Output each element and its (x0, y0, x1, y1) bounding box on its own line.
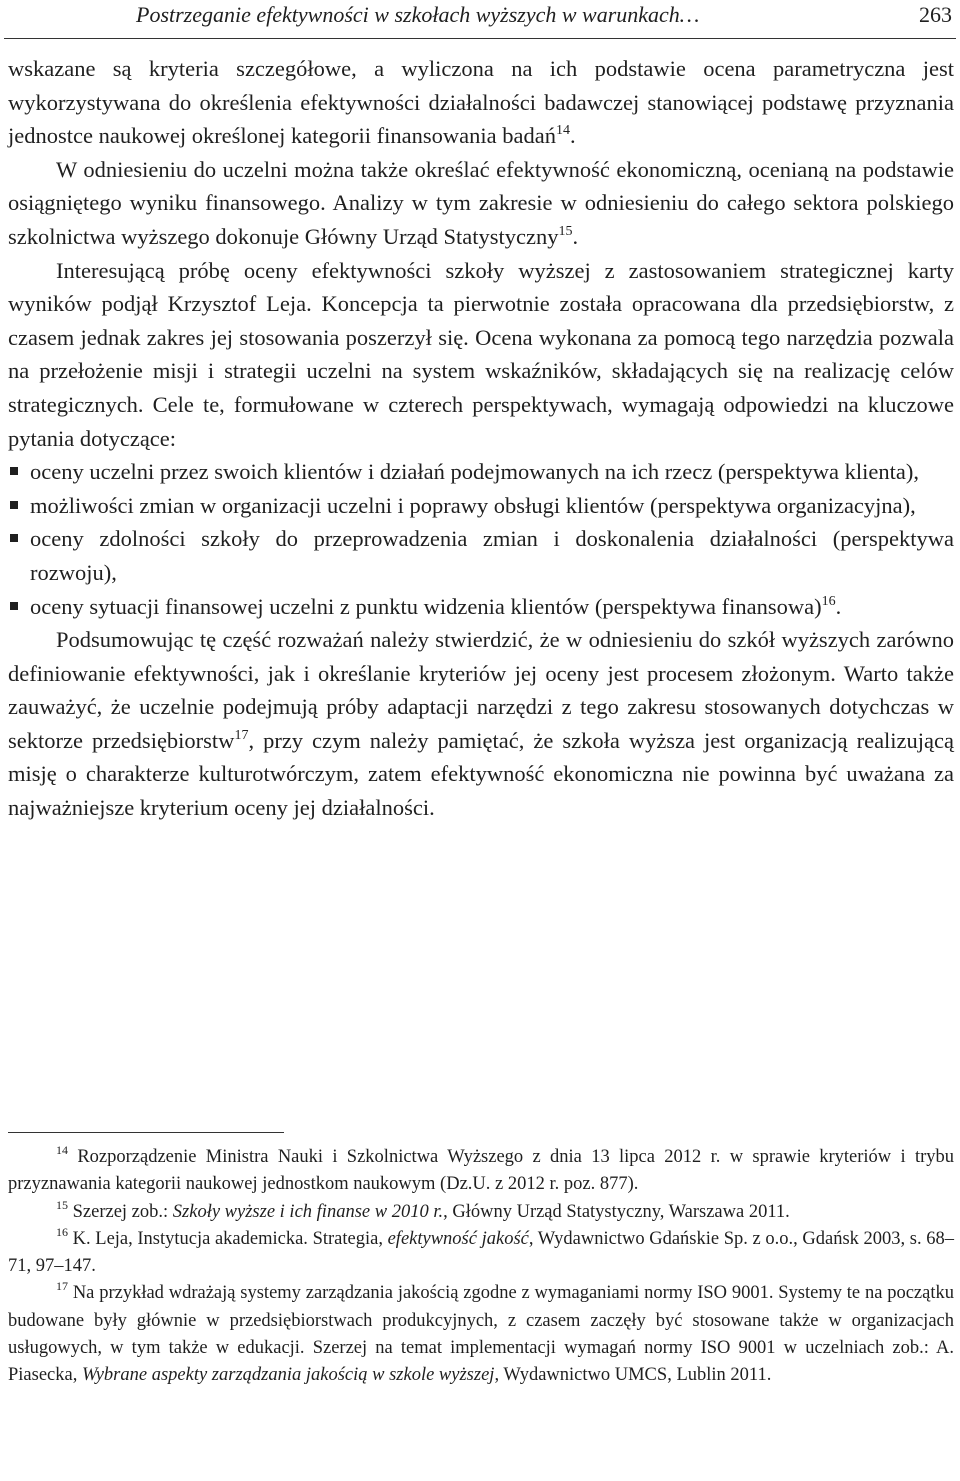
footnote-ref-14[interactable]: 14 (555, 123, 570, 139)
page-number: 263 (919, 2, 952, 27)
list-item: oceny sytuacji finansowej uczelni z punktu widzenia klientów (perspektywa finansowa)$^{16}$. (8, 590, 954, 624)
footnote-ref-16[interactable]: 16 (821, 593, 836, 609)
paragraph-3: Interesującą próbę oceny efektywności szkoły wyższej z zastosowaniem strategicznej karty wyników podjął Krzysztof Leja. Koncepcja ta pierwotnie została opracowana dla przedsiębiorstw, z czasem jednak zakres jej stosowania poszerzył się. Ocena wykonana za pomocą tego narzędzia pozwala na przełożenie misji i strategii uczelni na system wskaźników, składających się na realizację celów strategicznych. Cele te, formułowane w czterech perspektywach, wymagają odpowiedzi na kluczowe pytania dotyczące: (8, 257, 954, 451)
page-header (0, 0, 960, 46)
paragraph-1: wskazane są kryteria szczegółowe, a wyliczona na ich podstawie ocena parametryczna jest wykorzystywana do określenia efektywności działalności badawczej stanowiącej podstawę przyznania jednostce naukowej określonej kategorii finansowania badań$^{14}$. (8, 56, 954, 149)
square-bullet-icon (10, 534, 18, 542)
list-item: możliwości zmian w organizacji uczelni i poprawy obsługi klientów (perspektywa organizacyjna), (8, 489, 954, 523)
footnote-16: $^{16}$ K. Leja, Instytucja akademicka. Strategia, efektywność jakość, Wydawnictwo Gdańskie Sp. z o.o., Gdańsk 2003, s. 68–71, 97–147. (8, 1224, 955, 1277)
main-text (8, 52, 954, 825)
paragraph-4: Podsumowując tę część rozważań należy stwierdzić, że w odniesieniu do szkół wyższych zarówno definiowanie efektywności, jak i określanie kryteriów jej oceny jest procesem złożonym. Warto także zauważyć, że uczelnie podejmują próby adaptacji narzędzi z tego zakresu stosowanych dotychczas w sektorze przedsiębiorstw$^{17}$, przy czym należy pamiętać, że szkoła wyższa jest organizacją realizującą misję o charakterze kulturotwórczym, zatem efektywność ekonomiczna nie powinna być uważana za najważniejsze kryterium oceny jej działalności. (8, 627, 955, 821)
list-item: oceny zdolności szkoły do przeprowadzenia zmian i doskonalenia działalności (perspektywa rozwoju), (8, 522, 954, 589)
square-bullet-icon (10, 467, 18, 475)
square-bullet-icon (10, 602, 18, 610)
list-item: oceny uczelni przez swoich klientów i działań podejmowanych na ich rzecz (perspektywa klienta), (8, 455, 954, 489)
footnote-14: $^{14}$ Rozporządzenie Ministra Nauki i Szkolnictwa Wyższego z dnia 13 lipca 2012 r. w sprawie kryteriów i trybu przyznawania kategorii naukowej jednostkom naukowym (Dz.U. z 2012 r. poz. 877). (8, 1143, 954, 1195)
footnotes (8, 1144, 954, 1390)
footnote-separator (8, 1132, 284, 1133)
square-bullet-icon (10, 501, 18, 509)
running-title: Postrzeganie efektywności w szkołach wyższych w warunkach… (136, 2, 700, 27)
footnote-ref-15[interactable]: 15 (558, 223, 573, 239)
paragraph-2: W odniesieniu do uczelni można także określać efektywność ekonomiczną, ocenianą na podstawie osiągniętego wyniku finansowego. Analizy w tym zakresie w odniesieniu do całego sektora polskiego szkolnictwa wyższego dokonuje Główny Urząd Statystyczny$^{15}$. (8, 156, 954, 249)
footnote-17: $^{17}$ Na przykład wdrażają systemy zarządzania jakością zgodne z wymaganiami normy ISO 9001. Systemy te na początku budowane były głównie w przedsiębiorstwach produkcyjnych, z czasem zaczęły być stosowane także w organizacjach usługowych, w tym także w edukacji. Szerzej na temat implementacji wymagań normy ISO 9001 w uczelniach zob.: A. Piasecka, Wybrane aspekty zarządzania jakością w szkole wyższej, Wydawnictwo UMCS, Lublin 2011. (8, 1279, 954, 1386)
footnote-ref-17[interactable]: 17 (234, 727, 249, 743)
footnote-15: $^{15}$ Szerzej zob.: Szkoły wyższe i ich finanse w 2010 r., Główny Urząd Statystyczny, Warszawa 2011. (56, 1197, 790, 1222)
header-rule (4, 38, 956, 39)
perspectives-list (8, 455, 954, 623)
